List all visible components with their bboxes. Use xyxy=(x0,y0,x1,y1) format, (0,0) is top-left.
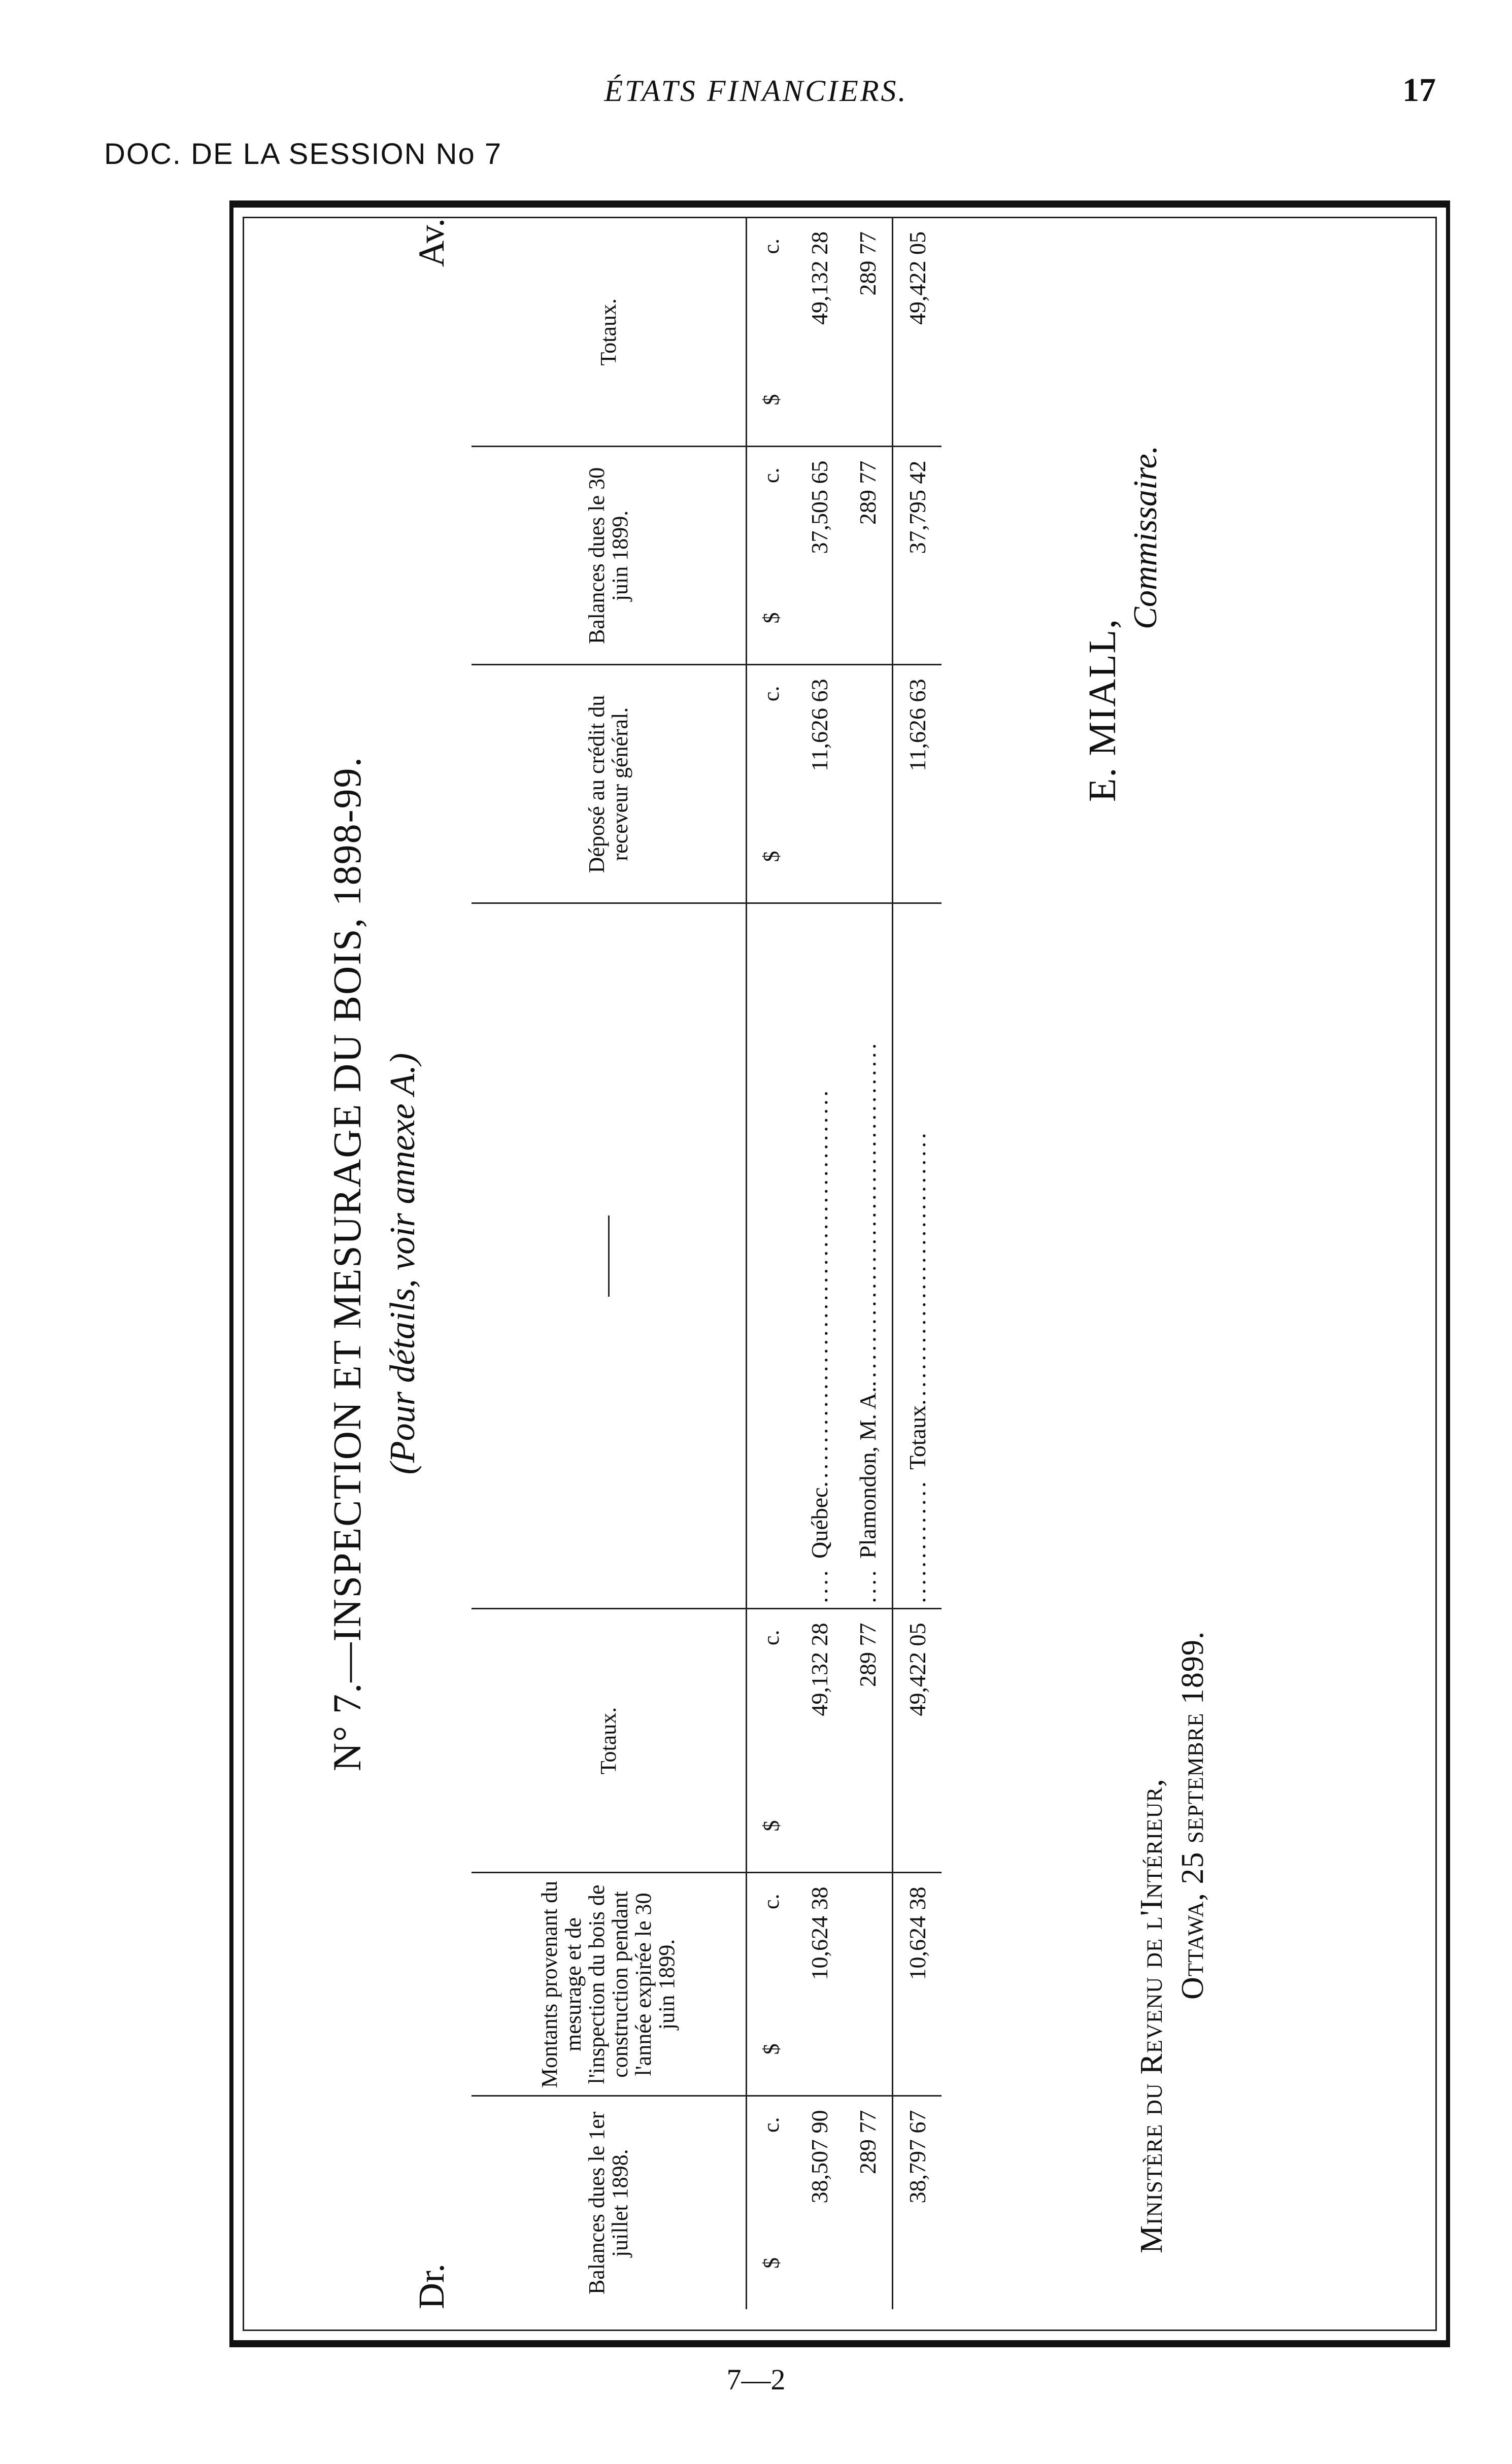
cell-balances-end: 289 77 xyxy=(844,447,893,665)
unit-cell-empty xyxy=(747,903,796,1609)
total-depose: 11,626 63 xyxy=(893,665,942,903)
cents-sign: c. xyxy=(759,2117,784,2133)
signatory-name: E. MIALL, xyxy=(1081,618,1124,802)
cell-depose xyxy=(844,665,893,903)
debit-label: Dr. xyxy=(411,2264,452,2309)
cell-depose: 11,626 63 xyxy=(795,665,844,903)
totals-label: Totaux xyxy=(904,1405,930,1470)
cell-balances-start: 289 77 xyxy=(855,2110,881,2174)
dollar-sign: $ xyxy=(759,394,784,406)
col-header-depose: Déposé au crédit du receveur général. xyxy=(472,665,747,903)
col-header-balances-end: Balances dues le 30 juin 1899. xyxy=(472,447,747,665)
cents-sign: c. xyxy=(759,467,784,484)
cell-totaux-right: 289 77 xyxy=(844,218,893,447)
table-row xyxy=(795,218,844,2309)
unit-cell xyxy=(747,447,796,665)
unit-row xyxy=(747,218,796,2309)
col-header-montants: Montants provenant du mesurage et de l'inspection du bois de construction pendant l'année expirée le 30 juin 1899. xyxy=(472,1873,747,2096)
dollar-sign: $ xyxy=(759,2257,784,2269)
cents-sign: c. xyxy=(759,1894,784,1910)
running-title: ÉTATS FINANCIERS. xyxy=(604,74,908,108)
statement-title: N° 7.—INSPECTION ET MESURAGE DU BOIS, 1898-99. xyxy=(325,756,369,1772)
dollar-sign: $ xyxy=(759,2043,784,2055)
dollar-sign: $ xyxy=(759,851,784,862)
cents-sign: c. xyxy=(759,239,784,254)
row-description: Québec xyxy=(807,1487,832,1559)
rotated-statement xyxy=(248,198,1443,2330)
page-code: 7—2 xyxy=(726,2363,786,2396)
signatory-title: Commissaire. xyxy=(1127,445,1164,629)
col-header-balances-start: Balances dues le 1er juillet 1898. xyxy=(472,2096,747,2309)
table-header-row xyxy=(472,218,747,2309)
cents-sign: c. xyxy=(759,1630,784,1646)
dollar-sign: $ xyxy=(759,612,784,624)
cell-description: .... Québec............................................. xyxy=(795,903,844,1609)
credit-label: Av. xyxy=(411,218,452,267)
total-balances-start: 38,797 67 xyxy=(893,2096,942,2309)
cell-totaux-left: 49,132 28 xyxy=(795,1609,844,1873)
financial-table xyxy=(472,218,942,2309)
cell-description: .... Plamondon, M. A........................................ xyxy=(844,903,893,1609)
table-row xyxy=(844,218,893,2309)
col-header-totaux-left: Totaux. xyxy=(472,1609,747,1873)
ministry-line: Ministère du Revenu de l'Intérieur, xyxy=(1134,1778,1169,2253)
unit-cell xyxy=(747,1873,796,2096)
unit-cell xyxy=(747,665,796,903)
cell-balances-start: 38,507 90 xyxy=(807,2110,832,2204)
dollar-sign: $ xyxy=(759,1820,784,1832)
col-header-description xyxy=(472,903,747,1609)
cell-description: .............. Totaux............................... xyxy=(893,903,942,1609)
row-description: Plamondon, M. A. xyxy=(855,1387,881,1559)
total-montants: 10,624 38 xyxy=(893,1873,942,2096)
total-balances-end: 37,795 42 xyxy=(893,447,942,665)
cell-montants: 10,624 38 xyxy=(795,1873,844,2096)
unit-cell xyxy=(747,2096,796,2309)
place-date-line: Ottawa, 25 septembre 1899. xyxy=(1175,1631,1210,2000)
total-totaux-right: 49,422 05 xyxy=(893,218,942,447)
total-totaux-left: 49,422 05 xyxy=(893,1609,942,1873)
col-header-totaux-right: Totaux. xyxy=(472,218,747,447)
cell-montants xyxy=(844,1873,893,2096)
signature-place xyxy=(1131,1631,1213,2253)
totals-row xyxy=(893,218,942,2309)
unit-cell xyxy=(747,1609,796,1873)
statement-subtitle: (Pour détails, voir annexe A.) xyxy=(383,1053,422,1475)
cents-sign: c. xyxy=(759,686,784,702)
header-dash xyxy=(608,1216,610,1297)
cell-balances-end: 37,505 65 xyxy=(795,447,844,665)
cell-totaux-left: 289 77 xyxy=(844,1609,893,1873)
cell-totaux-right: 49,132 28 xyxy=(795,218,844,447)
session-document-label: DOC. DE LA SESSION No 7 xyxy=(104,138,502,171)
page-number: 17 xyxy=(1402,72,1436,109)
unit-cell xyxy=(747,218,796,447)
